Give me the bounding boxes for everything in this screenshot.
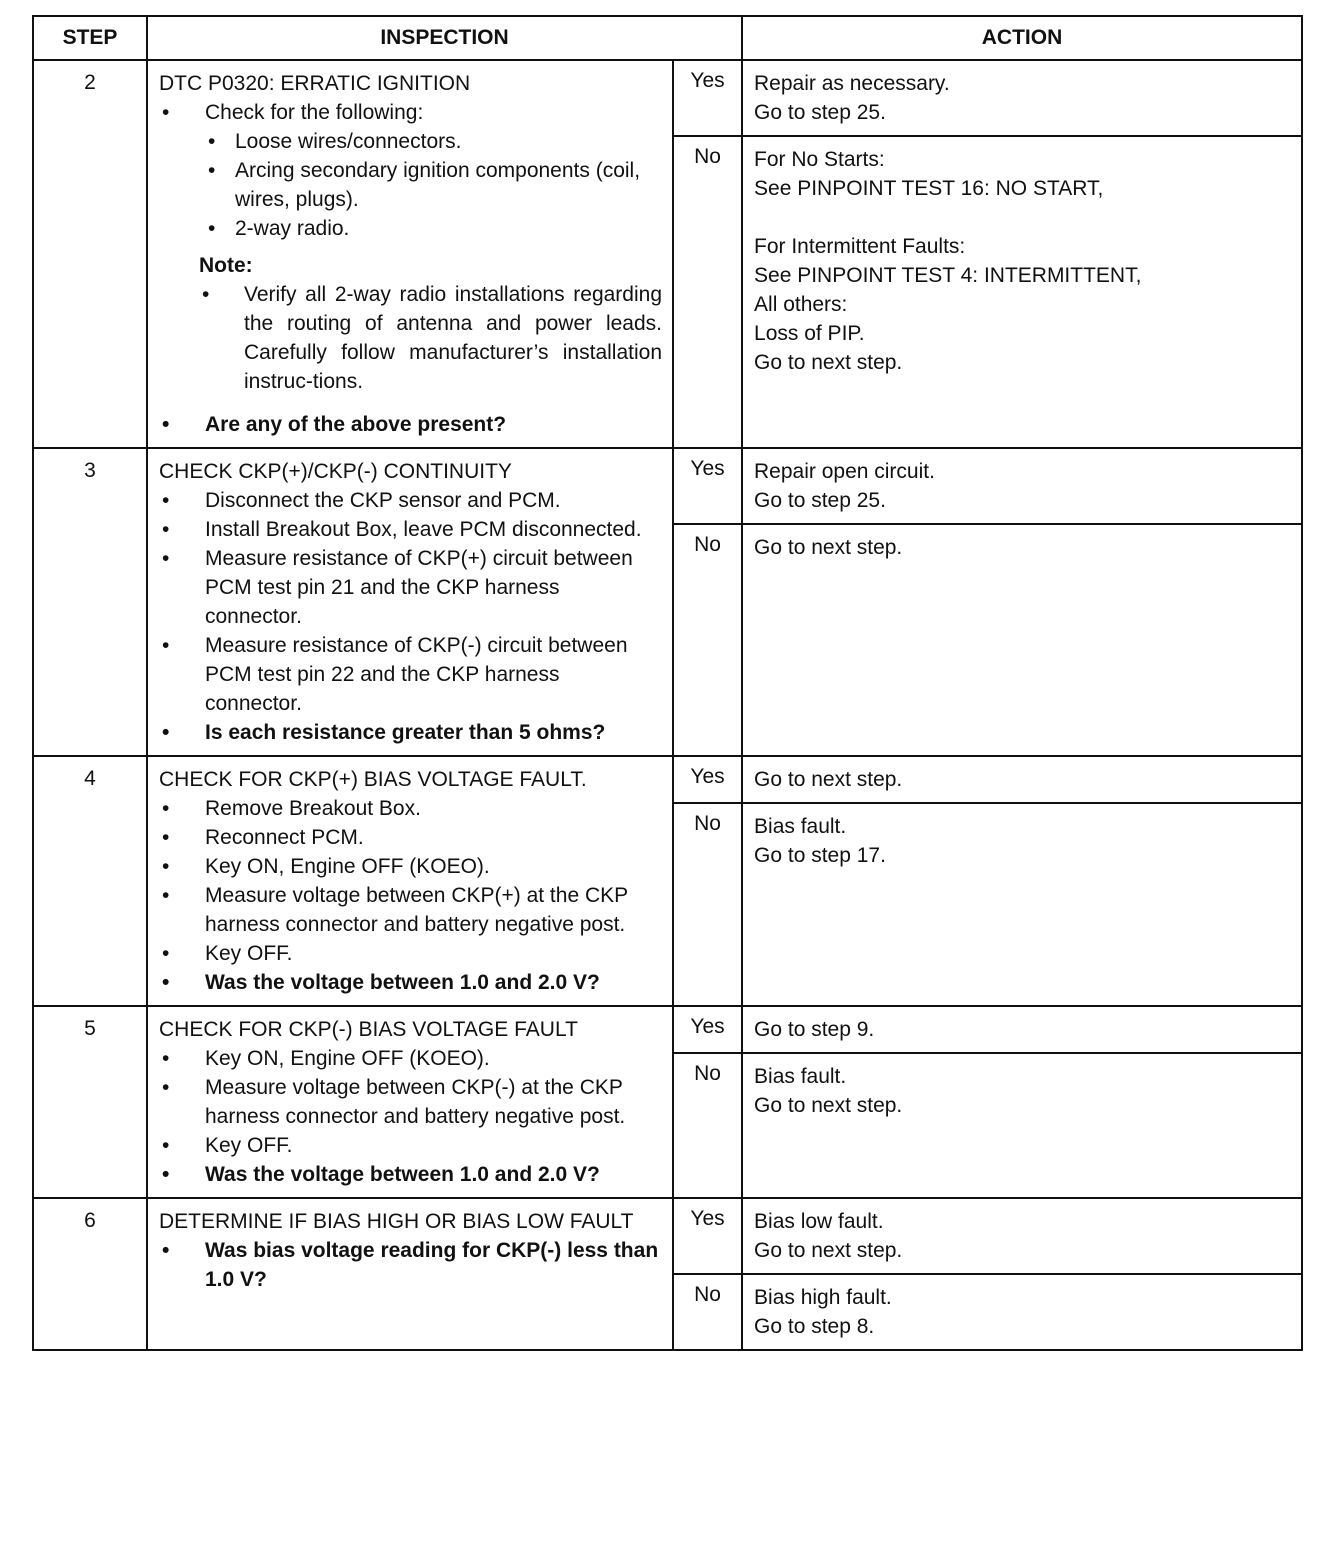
table-row [33, 1198, 1302, 1274]
list-item: • Key ON, Engine OFF (KOEO). [159, 852, 662, 881]
yes-label: Yes [673, 448, 742, 524]
yes-label: Yes [673, 1006, 742, 1053]
list-item: • Measure resistance of CKP(+) circuit between PCM test pin 21 and the CKP harness connector. [159, 544, 662, 631]
no-action: Bias fault. Go to step 17. [742, 803, 1302, 1006]
note-item: • Verify all 2-way radio installations regarding the routing of antenna and power leads. Carefully follow manufacturer’s installation instruc-tions. [199, 280, 662, 396]
step-number: 2 [33, 60, 147, 448]
table-row [33, 448, 1302, 524]
list-item: • 2-way radio. [205, 214, 662, 243]
inspection-cell [147, 1198, 673, 1350]
no-action: Bias high fault. Go to step 8. [742, 1274, 1302, 1350]
no-label: No [673, 803, 742, 1006]
no-label: No [673, 524, 742, 756]
no-label: No [673, 136, 742, 448]
list-item: • Disconnect the CKP sensor and PCM. [159, 486, 662, 515]
step-number: 4 [33, 756, 147, 1006]
table-row [33, 756, 1302, 803]
step-title: DTC P0320: ERRATIC IGNITION [159, 72, 471, 95]
list-item: • Measure resistance of CKP(-) circuit between PCM test pin 22 and the CKP harness connector. [159, 631, 662, 718]
list-item: • Measure voltage between CKP(+) at the CKP harness connector and battery negative post. [159, 881, 662, 939]
diagnostic-procedure-table [32, 15, 1303, 1351]
table-row [33, 1006, 1302, 1053]
yes-label: Yes [673, 1198, 742, 1274]
step-title: CHECK FOR CKP(-) BIAS VOLTAGE FAULT [159, 1018, 578, 1041]
no-action: Go to next step. [742, 524, 1302, 756]
yes-action: Go to step 9. [742, 1006, 1302, 1053]
list-item: • Measure voltage between CKP(-) at the CKP harness connector and battery negative post. [159, 1073, 662, 1131]
yes-action: Bias low fault. Go to next step. [742, 1198, 1302, 1274]
list-item: • Arcing secondary ignition components (coil, wires, plugs). [205, 156, 662, 214]
question: • Was the voltage between 1.0 and 2.0 V? [159, 1160, 662, 1189]
yes-action: Repair as necessary. Go to step 25. [742, 60, 1302, 136]
question: • Was the voltage between 1.0 and 2.0 V? [159, 968, 662, 997]
no-action: Bias fault. Go to next step. [742, 1053, 1302, 1198]
inspection-cell [147, 448, 673, 756]
list-item: • Install Breakout Box, leave PCM disconnected. [159, 515, 662, 544]
list-item: • Key OFF. [159, 939, 662, 968]
step-title: CHECK FOR CKP(+) BIAS VOLTAGE FAULT. [159, 768, 587, 791]
table-row [33, 60, 1302, 136]
note-box [199, 251, 662, 396]
list-item: • Key ON, Engine OFF (KOEO). [159, 1044, 662, 1073]
header-action: ACTION [742, 16, 1302, 60]
yes-label: Yes [673, 756, 742, 803]
question: • Was bias voltage reading for CKP(-) less than 1.0 V? [159, 1236, 662, 1294]
yes-action: Go to next step. [742, 756, 1302, 803]
question: • Are any of the above present? [159, 410, 662, 439]
question: • Is each resistance greater than 5 ohms? [159, 718, 662, 747]
header-step: STEP [33, 16, 147, 60]
step-title: CHECK CKP(+)/CKP(-) CONTINUITY [159, 460, 512, 483]
list-item: • Key OFF. [159, 1131, 662, 1160]
step-number: 5 [33, 1006, 147, 1198]
list-item: • Loose wires/connectors. [205, 127, 662, 156]
list-item: • Check for the following: • Loose wires/connectors. • Arcing secondary ignition components (coil, wires, plugs). • 2-way radio. [159, 98, 662, 243]
inspection-cell [147, 756, 673, 1006]
note-title: Note: [199, 254, 253, 277]
no-label: No [673, 1053, 742, 1198]
list-item: • Reconnect PCM. [159, 823, 662, 852]
inspection-cell [147, 1006, 673, 1198]
step-number: 3 [33, 448, 147, 756]
no-label: No [673, 1274, 742, 1350]
step-number: 6 [33, 1198, 147, 1350]
list-item: • Remove Breakout Box. [159, 794, 662, 823]
header-inspection: INSPECTION [147, 16, 742, 60]
header-row [33, 16, 1302, 60]
yes-action: Repair open circuit. Go to step 25. [742, 448, 1302, 524]
step-title: DETERMINE IF BIAS HIGH OR BIAS LOW FAULT [159, 1210, 634, 1233]
no-action: For No Starts: See PINPOINT TEST 16: NO START, For Intermittent Faults: See PINPOINT TEST 4: INTERMITTENT, All others: Loss of PIP. Go to next step. [742, 136, 1302, 448]
inspection-cell [147, 60, 673, 448]
yes-label: Yes [673, 60, 742, 136]
